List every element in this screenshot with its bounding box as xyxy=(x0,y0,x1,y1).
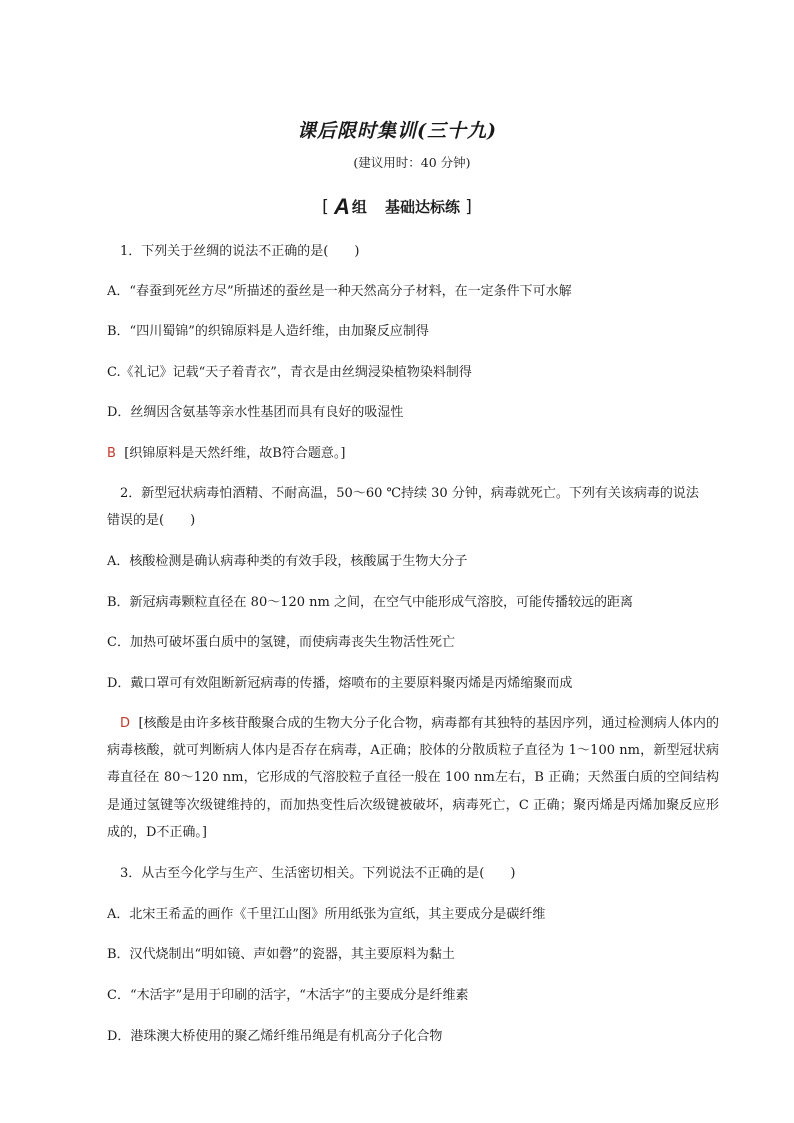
question-2-stem-line1: 2．新型冠状病毒怕酒精、不耐高温，50～60 ℃持续 30 分钟，病毒就死亡。下列有关该病毒的说法 xyxy=(120,486,699,501)
question-2-answer xyxy=(107,710,719,846)
right-bracket: ] xyxy=(465,197,472,217)
question-3-option-a: A．北宋王希孟的画作《千里江山图》所用纸张为宣纸，其主要成分是碳纤维 xyxy=(107,907,546,922)
question-2-answer-text: [核酸是由许多核苷酸聚合成的生物大分子化合物，病毒都有其独特的基因序列，通过检测病人体内的病毒核酸，就可判断病人体内是否存在病毒，A正确；胶体的分散质粒子直径为 1～100 nm，新型冠状病毒直径在 80～120 nm，它形成的气溶胶粒子直径一般在 100 nm左右，B 正确；天然蛋白质的空间结构是通过氢键等次级键维持的，而加热变性后次级键被破坏，病毒死亡，C 正确；聚丙烯是丙烯加聚反应形成的，D不正确。] xyxy=(107,716,720,840)
group-letter: A xyxy=(334,194,350,219)
question-1-answer-text: [织锦原料是天然纤维，故B符合题意。] xyxy=(124,446,346,461)
question-3-option-d: D．港珠澳大桥使用的聚乙烯纤维吊绳是有机高分子化合物 xyxy=(107,1029,443,1044)
question-1-answer-letter: B xyxy=(107,446,116,461)
question-1-option-b: B．“四川蜀锦”的织锦原料是人造纤维，由加聚反应制得 xyxy=(107,324,429,339)
question-2-option-c: C．加热可破坏蛋白质中的氢键，而使病毒丧失生物活性死亡 xyxy=(107,635,455,650)
question-3-option-b: B．汉代烧制出“明如镜、声如磬”的瓷器，其主要原料为黏土 xyxy=(107,947,455,962)
group-name: 基础达标练 xyxy=(384,198,460,216)
question-2-option-b: B．新冠病毒颗粒直径在 80～120 nm 之间，在空气中能形成气溶胶，可能传播较远的距离 xyxy=(107,595,634,610)
time-suggestion: (建议用时：40 分钟) xyxy=(353,155,471,170)
question-3-option-c: C．“木活字”是用于印刷的活字，“木活字”的主要成分是纤维素 xyxy=(107,988,469,1003)
question-2-option-a: A．核酸检测是确认病毒种类的有效手段，核酸属于生物大分子 xyxy=(107,554,468,569)
question-2-answer-letter: D xyxy=(120,716,131,731)
page-title: 课后限时集训(三十九) xyxy=(297,120,497,142)
question-2-option-d: D．戴口罩可有效阻断新冠病毒的传播，熔喷布的主要原料聚丙烯是丙烯缩聚而成 xyxy=(107,676,573,691)
question-3-stem: 3．从古至今化学与生产、生活密切相关。下列说法不正确的是( ) xyxy=(120,866,516,881)
group-label: 组 xyxy=(351,198,367,216)
question-1-option-c: C.《礼记》记载“天子着青衣”，青衣是由丝绸浸染植物染料制得 xyxy=(107,365,472,380)
question-1-option-d: D．丝绸因含氨基等亲水性基团而具有良好的吸湿性 xyxy=(107,405,404,420)
question-1-option-a: A．“春蚕到死丝方尽”所描述的蚕丝是一种天然高分子材料，在一定条件下可水解 xyxy=(107,284,572,299)
question-2-stem-line2: 错误的是( ) xyxy=(107,513,196,528)
question-1-answer xyxy=(107,445,727,463)
question-1-stem: 1．下列关于丝绸的说法不正确的是( ) xyxy=(120,244,360,259)
left-bracket: [ xyxy=(322,197,329,217)
group-header xyxy=(0,194,794,220)
